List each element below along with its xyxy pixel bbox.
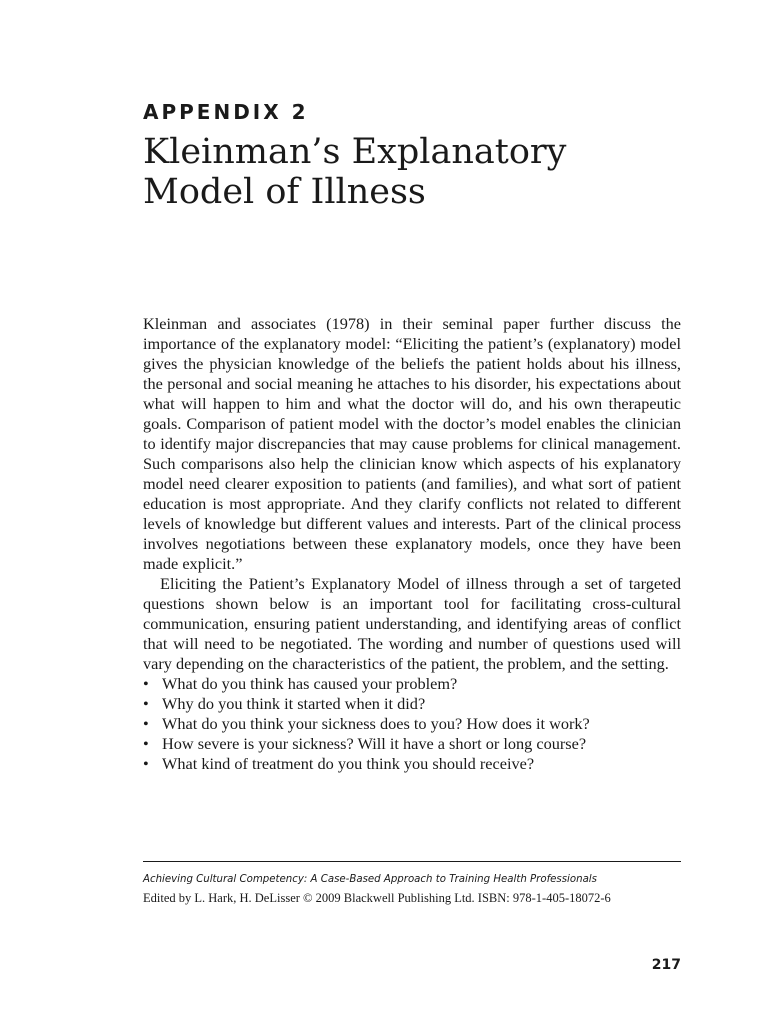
bullet-icon: • — [143, 714, 149, 733]
footer-credit-line: Edited by L. Hark, H. DeLisser © 2009 Blackwell Publishing Ltd. ISBN: 978-1-405-18072-6 — [143, 891, 611, 905]
question-item — [143, 754, 681, 774]
bullet-icon: • — [143, 734, 149, 753]
question-text: What kind of treatment do you think you should receive? — [162, 754, 535, 773]
question-text: How severe is your sickness? Will it have a short or long course? — [162, 734, 587, 753]
question-text: What do you think your sickness does to you? How does it work? — [162, 714, 590, 733]
bullet-icon: • — [143, 694, 149, 713]
footer-book-title: Achieving Cultural Competency: A Case-Based Approach to Training Health Professionals — [143, 874, 597, 885]
question-list — [143, 674, 681, 774]
body-text — [143, 314, 681, 774]
question-item — [143, 674, 681, 694]
bullet-icon: • — [143, 674, 149, 693]
appendix-label: APPENDIX 2 — [143, 100, 309, 124]
footer-divider — [143, 861, 681, 862]
eliciting-paragraph: Eliciting the Patient’s Explanatory Model of illness through a set of targeted questions shown below is an important tool for facilitating cross-cultural communication, ensuring patient understanding, and identifying areas of conflict that will need to be negotiated. The wording and number of questions used will vary depending on the characteristics of the patient, the problem, and the setting. — [143, 574, 681, 673]
question-item — [143, 734, 681, 754]
question-text: Why do you think it started when it did? — [162, 694, 426, 713]
question-item — [143, 714, 681, 734]
chapter-title-line-2: Model of Illness — [143, 172, 426, 212]
page-number: 217 — [651, 957, 681, 973]
question-text: What do you think has caused your problem? — [162, 674, 458, 693]
intro-paragraph: Kleinman and associates (1978) in their seminal paper further discuss the importance of the explanatory model: “Eliciting the patient’s (explanatory) model gives the physician knowledge of the beliefs the patient holds about his illness, the personal and social meaning he attaches to his disorder, his expectations about what will happen to him and what the doctor will do, and his own therapeutic goals. Comparison of patient model with the doctor’s model enables the clinician to identify major discrepancies that may cause problems for clinical management. Such comparisons also help the clinician know which aspects of his explanatory model need clearer exposition to patients (and families), and what sort of patient education is most appropriate. And they clarify conflicts not related to different levels of knowledge but different values and interests. Part of the clinical process involves negotiations between these explanatory models, once they have been made explicit.” — [143, 314, 681, 573]
chapter-title-line-1: Kleinman’s Explanatory — [143, 132, 567, 172]
bullet-icon: • — [143, 754, 149, 773]
question-item — [143, 694, 681, 714]
chapter-title — [143, 132, 683, 212]
